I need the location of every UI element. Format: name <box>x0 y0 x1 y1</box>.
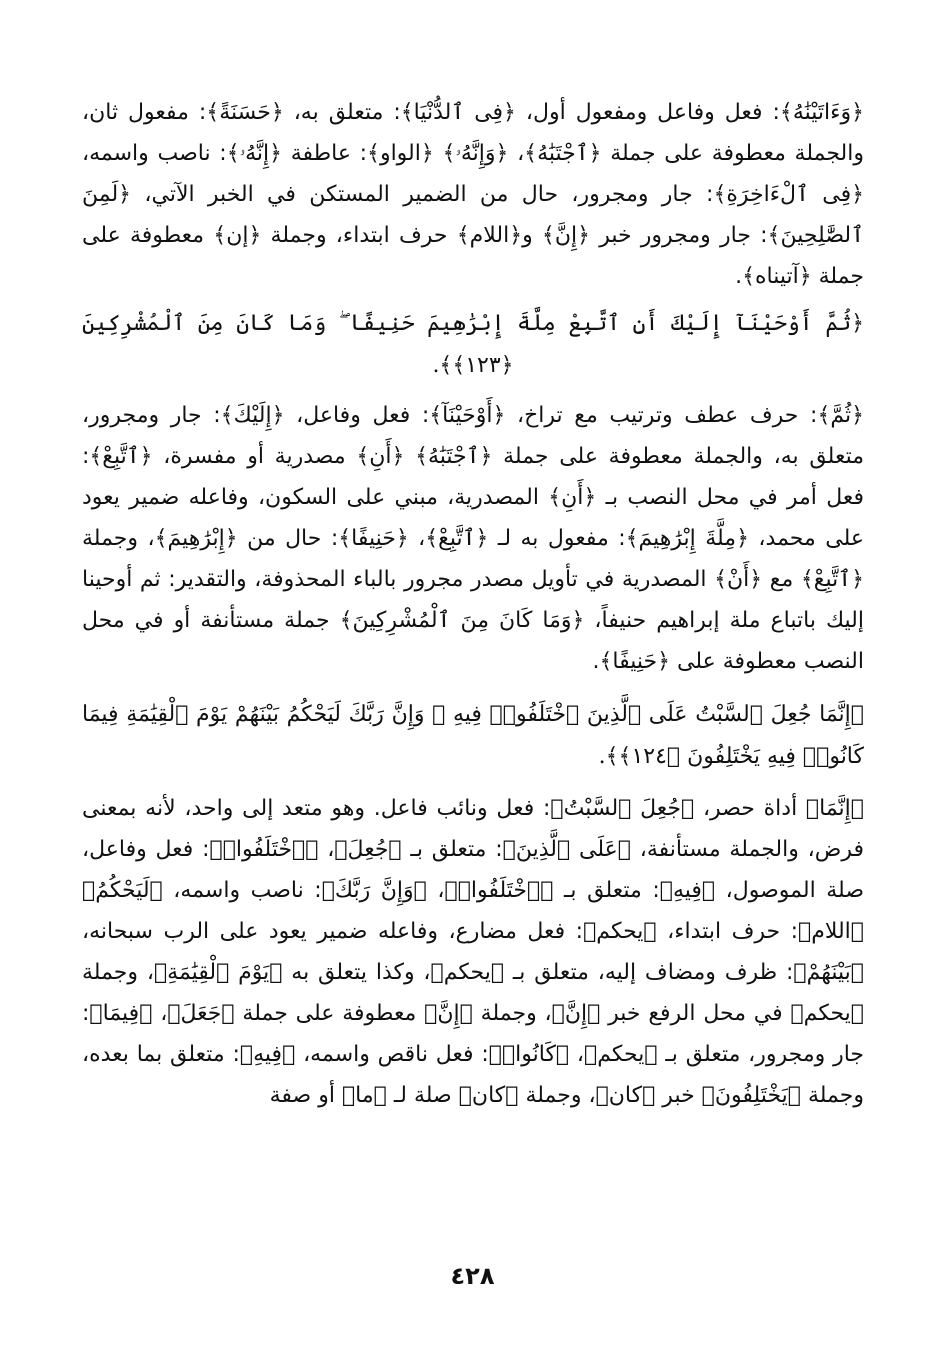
page-number: ٤٢٨ <box>450 1262 495 1290</box>
paragraph-commentary-1: ﴿وَءَاتَيْنَٰهُ﴾: فعل وفاعل ومفعول أول، ﴿فِى ٱلدُّنْيَا﴾: متعلق به، ﴿حَسَنَةً﴾: مفعول ثان، والجملة معطوفة على جملة ﴿ٱجْتَبَٰهُ﴾، ﴿وَإِنَّهُۥ﴾ ﴿الواو﴾: عاطفة ﴿إِنَّهُۥ﴾: ناصب واسمه، ﴿فِى ٱلْءَاخِرَةِ﴾: جار ومجرور، حال من الضمير المستكن في الخبر الآتي، ﴿لَمِنَ ٱلصَّٰلِحِينَ﴾: جار ومجرور خبر ﴿إِنَّ﴾ و﴿اللام﴾ حرف ابتداء، وجملة ﴿إن﴾ معطوفة على جملة ﴿آتيناه﴾. <box>82 100 864 289</box>
quran-verse-124: ﴿إِنَّمَا جُعِلَ ٱلسَّبْتُ عَلَى ٱلَّذِينَ ٱخْتَلَفُوا۟ فِيهِ ۚ وَإِنَّ رَبَّكَ لَيَحْكُمُ بَيْنَهُمْ يَوْمَ ٱلْقِيَٰمَةِ فِيمَا كَانُوا۟ فِيهِ يَخْتَلِفُونَ ﴿١٢٤﴾﴾. <box>82 702 864 769</box>
paragraph-commentary-2: ﴿ثُمَّ﴾: حرف عطف وترتيب مع تراخ، ﴿أَوْحَيْنَآ﴾: فعل وفاعل، ﴿إِلَيْكَ﴾: جار ومجرور، متعلق به، والجملة معطوفة على جملة ﴿ٱجْتَبَٰهُ﴾ ﴿أَنِ﴾ مصدرية أو مفسرة، ﴿ٱتَّبِعْ﴾: فعل أمر في محل النصب بـ ﴿أَنِ﴾ المصدرية، مبني على السكون، وفاعله ضمير يعود على محمد، ﴿مِلَّةَ إِبْرَٰهِيمَ﴾: مفعول به لـ ﴿ٱتَّبِعْ﴾، ﴿حَنِيفًا﴾: حال من ﴿إِبْرَٰهِيمَ﴾، وجملة ﴿ٱتَّبِعْ﴾ مع ﴿أَنْ﴾ المصدرية في تأويل مصدر مجرور بالباء المحذوفة، والتقدير: ثم أوحينا إليك باتباع ملة إبراهيم حنيفاً، ﴿وَمَا كَانَ مِنَ ٱلْمُشْرِكِينَ﴾ جملة مستأنفة أو في محل النصب معطوفة على ﴿حَنِيفًا﴾. <box>82 403 864 674</box>
quran-verse-123: ﴿ثُمَّ أَوْحَيْنَآ إِلَيْكَ أَنِ ٱتَّبِعْ مِلَّةَ إِبْرَٰهِيمَ حَنِيفًا ۖ وَمَا كَانَ مِنَ ٱلْمُشْرِكِينَ ﴿١٢٣﴾﴾. <box>82 311 864 378</box>
paragraph-commentary-3: ﴿إِنَّمَا﴾ أداة حصر، ﴿جُعِلَ ٱلسَّبْتُ﴾: فعل ونائب فاعل. وهو متعد إلى واحد، لأنه بمعنى فرض، والجملة مستأنفة، ﴿عَلَى ٱلَّذِينَ﴾: متعلق بـ ﴿جُعِلَ﴾، ﴿ٱخْتَلَفُوا۟﴾: فعل وفاعل، صلة الموصول، ﴿فِيهِ﴾: متعلق بـ ﴿ٱخْتَلَفُوا۟﴾، ﴿وَإِنَّ رَبَّكَ﴾: ناصب واسمه، ﴿لَيَحْكُمُ﴾ ﴿اللام﴾: حرف ابتداء، ﴿يحكم﴾: فعل مضارع، وفاعله ضمير يعود على الرب سبحانه، ﴿بَيْنَهُمْ﴾: ظرف ومضاف إليه، متعلق بـ ﴿يحكم﴾، وكذا يتعلق به ﴿يَوْمَ ٱلْقِيَٰمَةِ﴾، وجملة ﴿يحكم﴾ في محل الرفع خبر ﴿إِنَّ﴾، وجملة ﴿إِنَّ﴾ معطوفة على جملة ﴿جَعَلَ﴾، ﴿فِيمَا﴾: جار ومجرور، متعلق بـ ﴿يحكم﴾، ﴿كَانُوا۟﴾: فعل ناقص واسمه، ﴿فِيهِ﴾: متعلق بما بعده، وجملة ﴿يَخْتَلِفُونَ﴾ خبر ﴿كان﴾، وجملة ﴿كان﴾ صلة لـ ﴿ما﴾ أو صفة <box>82 796 864 1108</box>
page-body <box>82 92 864 1116</box>
